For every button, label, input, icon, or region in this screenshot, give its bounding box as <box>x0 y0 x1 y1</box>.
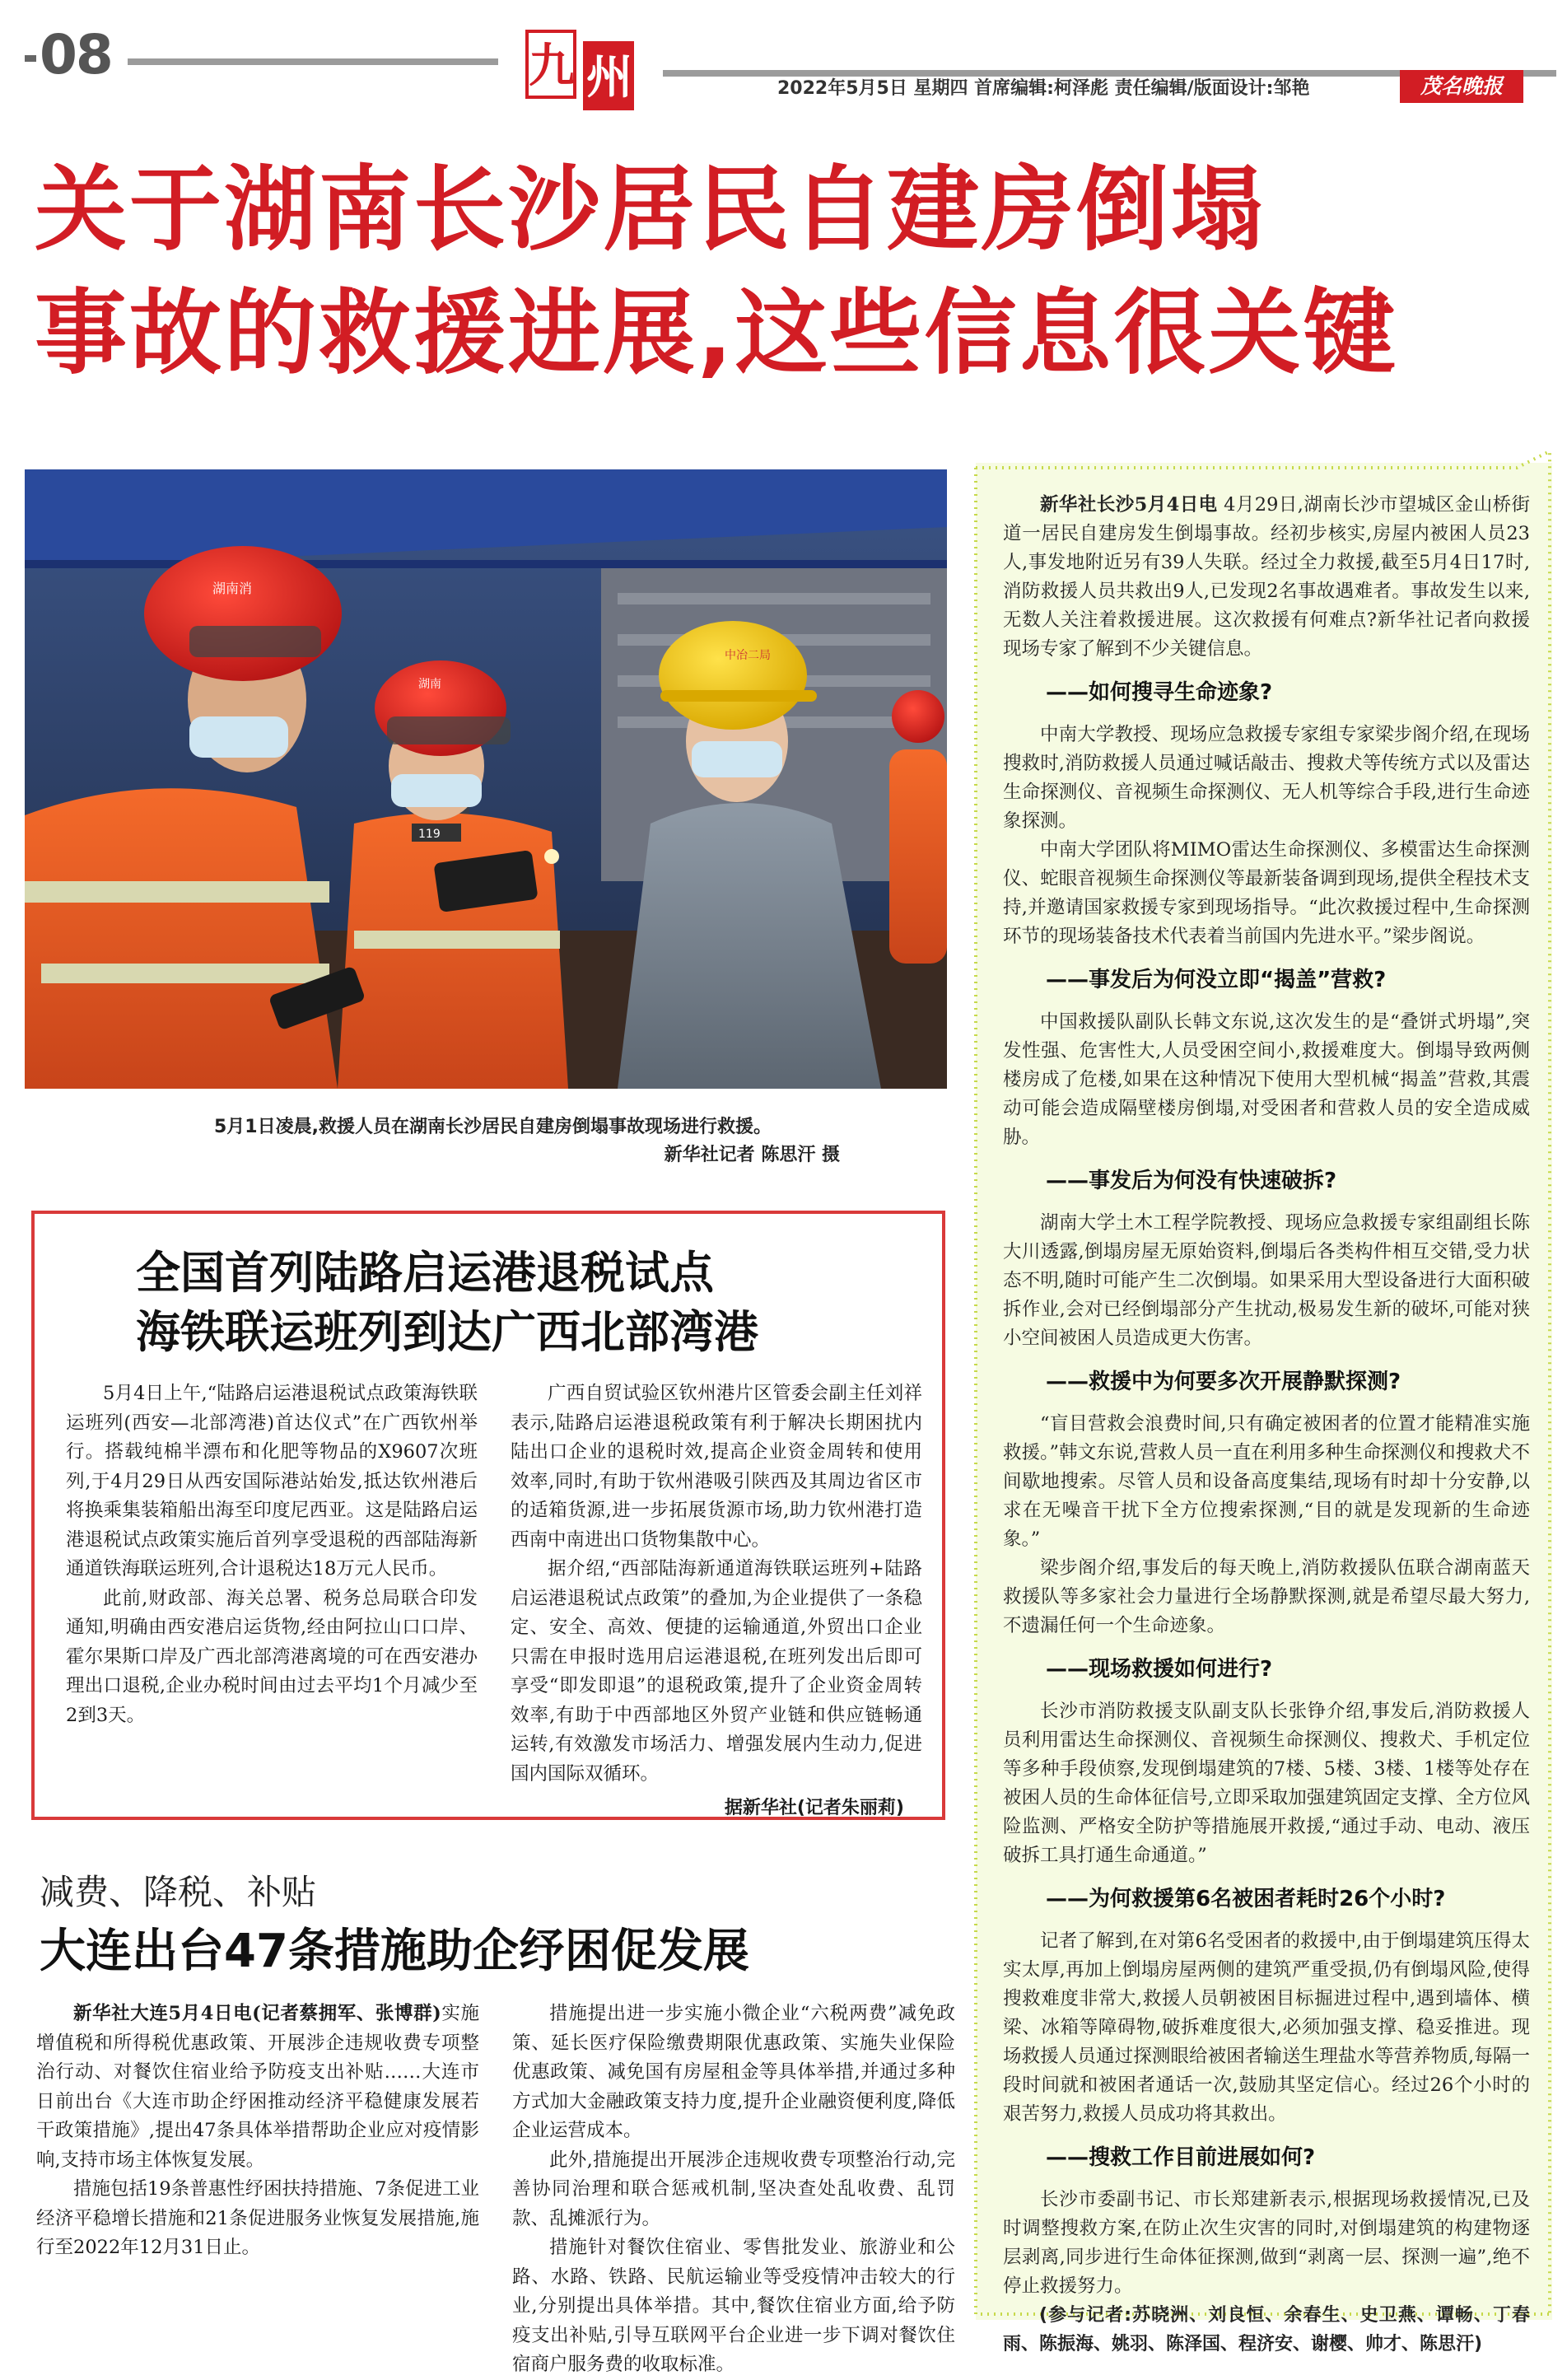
header-rule-left <box>128 58 498 65</box>
right-article-subhead-3: ——事发后为何没有快速破拆? <box>1046 1169 1337 1193</box>
port-article-title <box>136 1244 758 1362</box>
section-badge <box>525 23 642 109</box>
headline-line-2: 事故的救援进展,这些信息很关键 <box>35 280 1398 387</box>
right-article-para-7: 梁步阁介绍,事发后的每天晚上,消防救援队伍联合湖南蓝天救援队等多家社会力量进行全场静默探测,就是希望尽最大努力,不遗漏任何一个生命迹象。 <box>1003 1557 1530 1636</box>
photo-caption-line-1: 5月1日凌晨,救援人员在湖南长沙居民自建房倒塌事故现场进行救援。 <box>214 1117 772 1137</box>
port-article-col-1 <box>66 1379 478 1730</box>
dalian-article-para-2: 措施包括19条普惠性纾困扶持措施、7条促进工业经济平稳增长措施和21条促进服务业恢复发展措施,施行至2022年12月31日止。 <box>36 2178 479 2258</box>
right-article-para-2: 中南大学教授、现场应急救援专家组专家梁步阁介绍,在现场搜救时,消防救援人员通过喊话敲击、搜救犬等传统方式以及雷达生命探测仪、音视频生命探测仪、无人机等综合手段,进行生命迹象探测。 <box>1003 724 1530 832</box>
dalian-article-col-2 <box>512 2000 955 2380</box>
helmet-text-1: 湖南消 <box>212 581 253 596</box>
dalian-article-para-5: 措施针对餐饮住宿业、零售批发业、旅游业和公路、水路、铁路、民航运输业等受疫情冲击较大的行业,分别提出具体举措。其中,餐饮住宿业方面,给予防疫支出补贴,引导互联网平台企业进一步下调对餐饮住宿商户服务费的收取标准。 <box>512 2237 955 2375</box>
port-article-col-2 <box>511 1379 922 1823</box>
right-article-para-6: “盲目营救会浪费时间,只有确定被困者的位置才能精准实施救援。”韩文东说,营救人员一直在利用多种生命探测仪和搜救犬不间歇地搜索。尽管人员和设备高度集结,现场有时却十分安静,以求在无噪音干扰下全方位搜索探测,“目的就是发现新的生命迹象。” <box>1003 1413 1530 1550</box>
right-article-subhead-2: ——事发后为何没立即“揭盖”营救? <box>1046 968 1387 992</box>
right-article-subhead-5: ——现场救援如何进行? <box>1046 1657 1273 1682</box>
port-article-title-line-1: 全国首列陆路启运港退税试点 <box>136 1247 714 1299</box>
helmet-text-2: 湖南 <box>418 678 441 691</box>
port-article-para-4: 据介绍,“西部陆海新通道海铁联运班列+陆路启运港退税试点政策”的叠加,为企业提供了一条稳定、安全、高效、便捷的运输通道,外贸出口企业只需在申报时选用启运港退税,在班列发出后即可享受“即发即退”的退税政策,提升了企业资金周转效率,有助于中西部地区外贸产业链和供应链畅通运转,有效激发市场活力、增强发展内生动力,促进国内国际双循环。 <box>511 1558 922 1785</box>
dalian-article-para-4: 此外,措施提出开展涉企违规收费专项整治行动,完善协同治理和联合惩戒机制,坚决查处乱收费、乱罚款、乱摊派行为。 <box>512 2149 955 2229</box>
headline-line-1: 关于湖南长沙居民自建房倒塌 <box>35 156 1266 264</box>
dalian-article-para-1: 新华社大连5月4日电(记者蔡拥军、张博群)实施增值税和所得税优惠政策、开展涉企违规收费专项整治行动、对餐饮住宿业给予防疫支出补贴……大连市日前出台《大连市助企纾困推动经济平稳健康发展若干政策措施》,提出47条具体举措帮助企业应对疫情影响,支持市场主体恢复发展。 <box>36 2003 479 2171</box>
port-article-credit: 据新华社(记者朱丽莉) <box>724 1798 904 1818</box>
rescue-photo-illustration <box>25 469 947 1089</box>
port-article-title-line-2: 海铁联运班列到达广西北部湾港 <box>136 1306 758 1358</box>
section-char-1: 九 <box>525 30 576 99</box>
port-article-para-3: 广西自贸试验区钦州港片区管委会副主任刘祥表示,陆路启运港退税政策有利于解决长期困扰内陆出口企业的退税时效,提高企业资金周转和使用效率,同时,有助于钦州港吸引陕西及其周边省区市的适箱货源,进一步拓展货源市场,助力钦州港打造西南中南进出口货物集散中心。 <box>511 1383 922 1551</box>
photo-caption <box>214 1113 939 1169</box>
right-article-subhead-4: ——救援中为何要多次开展静默探测? <box>1046 1370 1401 1394</box>
badge-119: 119 <box>418 828 441 841</box>
dalian-article-para-3: 措施提出进一步实施小微企业“六税两费”减免政策、延长医疗保险缴费期限优惠政策、实施失业保险优惠政策、减免国有房屋租金等具体举措,并通过多种方式加大金融政策支持力度,提升企业融资便利度,降低企业运营成本。 <box>512 2003 955 2141</box>
header-meta: 2022年5月5日 星期四 首席编辑:柯泽彪 责任编辑/版面设计:邹艳 <box>777 78 1310 99</box>
rescue-photo <box>25 469 947 1089</box>
right-article-dateline: 新华社长沙5月4日电 <box>1040 494 1218 516</box>
dalian-article-title: 大连出台47条措施助企纾困促发展 <box>40 1925 749 1978</box>
masthead-logo: 茂名晚报 <box>1400 70 1523 103</box>
right-article-para-5: 湖南大学土木工程学院教授、现场应急救援专家组副组长陈大川透露,倒塌房屋无原始资料,倒塌后各类构件相互交错,受力状态不明,随时可能产生二次倒塌。如果采用大型设备进行大面积破拆作业,会对已经倒塌部分产生扰动,极易发生新的破坏,可能对狭小空间被困人员造成更大伤害。 <box>1003 1212 1530 1349</box>
right-article-para-4: 中国救援队副队长韩文东说,这次发生的是“叠饼式坍塌”,突发性强、危害性大,人员受困空间小,救援难度大。倒塌导致两侧楼房成了危楼,如果在这种情况下使用大型机械“揭盖”营救,其震动可能会造成隔壁楼房倒塌,对受困者和营救人员的安全造成威胁。 <box>1003 1011 1530 1148</box>
helmet-text-4: 中冶二局 <box>725 649 771 662</box>
main-headline <box>35 148 1550 395</box>
right-article-para-3: 中南大学团队将MIMO雷达生命探测仪、多模雷达生命探测仪、蛇眼音视频生命探测仪等最新装备调到现场,提供全程技术支持,并邀请国家救援专家到现场指导。“此次救援过程中,生命探测环节的现场装备技术代表着当前国内先进水平。”梁步阁说。 <box>1003 839 1530 947</box>
right-article-subhead-6: ——为何救援第6名被困者耗时26个小时? <box>1046 1887 1446 1911</box>
dalian-article-kicker: 减费、降税、补贴 <box>40 1872 317 1912</box>
right-article-subhead-1: ——如何搜寻生命迹象? <box>1046 680 1273 705</box>
right-article-body <box>1003 491 1530 2359</box>
right-article-para-8: 长沙市消防救援支队副支队长张铮介绍,事发后,消防救援人员利用雷达生命探测仪、音视频生命探测仪、搜救犬、手机定位等多种手段侦察,发现倒塌建筑的7楼、5楼、3楼、1楼等处存在被困人员的生命体征信号,立即采取加强建筑固定支撑、全方位风险监测、严格安全防护等措施展开救援,“通过手动、电动、液压破拆工具打通生命通道。” <box>1003 1701 1530 1866</box>
right-article-subhead-7: ——搜救工作目前进展如何? <box>1046 2145 1316 2170</box>
port-article-para-2: 此前,财政部、海关总署、税务总局联合印发通知,明确由西安港启运货物,经由阿拉山口口岸、霍尔果斯口岸及广西北部湾港离境的可在西安港办理出口退税,企业办税时间由过去平均1个月减少至2到3天。 <box>66 1587 478 1726</box>
page-number: 08 <box>25 23 112 86</box>
right-article-para-9: 记者了解到,在对第6名受困者的救援中,由于倒塌建筑压得太实太厚,再加上倒塌房屋两侧的建筑严重受损,仍有倒塌风险,使得搜救难度非常大,救援人员朝被困目标掘进过程中,遇到墙体、横梁、冰箱等障碍物,破拆难度很大,必须加强支撑、稳妥推进。现场救援人员通过探测眼给被困者输送生理盐水等营养物质,每隔一段时间就和被困者通话一次,鼓励其坚定信心。经过26个小时的艰苦努力,救援人员成功将其救出。 <box>1003 1930 1530 2125</box>
right-article-para-10: 长沙市委副书记、市长郑建新表示,根据现场救援情况,已及时调整搜救方案,在防止次生灾害的同时,对倒塌建筑的构建物逐层剥离,同步进行生命体征探测,做到“剥离一层、探测一遍”,绝不停止救援努力。 <box>1003 2189 1530 2297</box>
photo-credit: 新华社记者 陈思汗 摄 <box>664 1145 840 1165</box>
port-article-para-1: 5月4日上午,“陆路启运港退税试点政策海铁联运班列(西安—北部湾港)首达仪式”在广西钦州举行。搭载纯棉半漂布和化肥等物品的X9607次班列,于4月29日从西安国际港站始发,抵达钦州港后将换乘集装箱船出海至印度尼西亚。这是陆路启运港退税试点政策实施后首列享受退税的西部陆海新通道铁海联运班列,合计退税达18万元人民币。 <box>66 1383 478 1580</box>
right-article-para-1: 新华社长沙5月4日电 4月29日,湖南长沙市望城区金山桥街道一居民自建房发生倒塌事故。经初步核实,房屋内被困人员23人,事发地附近另有39人失联。经过全力救援,截至5月4日17时,消防救援人员共救出9人,已发现2名事故遇难者。事故发生以来,无数人关注着救援进展。这次救援有何难点?新华社记者向救援现场专家了解到不少关键信息。 <box>1003 494 1530 660</box>
dalian-article-dateline: 新华社大连5月4日电(记者蔡拥军、张博群) <box>73 2003 441 2024</box>
right-article-credit: (参与记者:苏晓洲、刘良恒、余春生、史卫燕、谭畅、丁春雨、陈振海、姚羽、陈泽国、程济安、谢樱、帅才、陈思汗) <box>1003 2305 1530 2354</box>
dalian-article-col-1 <box>36 2000 479 2263</box>
section-char-2: 州 <box>583 41 634 110</box>
